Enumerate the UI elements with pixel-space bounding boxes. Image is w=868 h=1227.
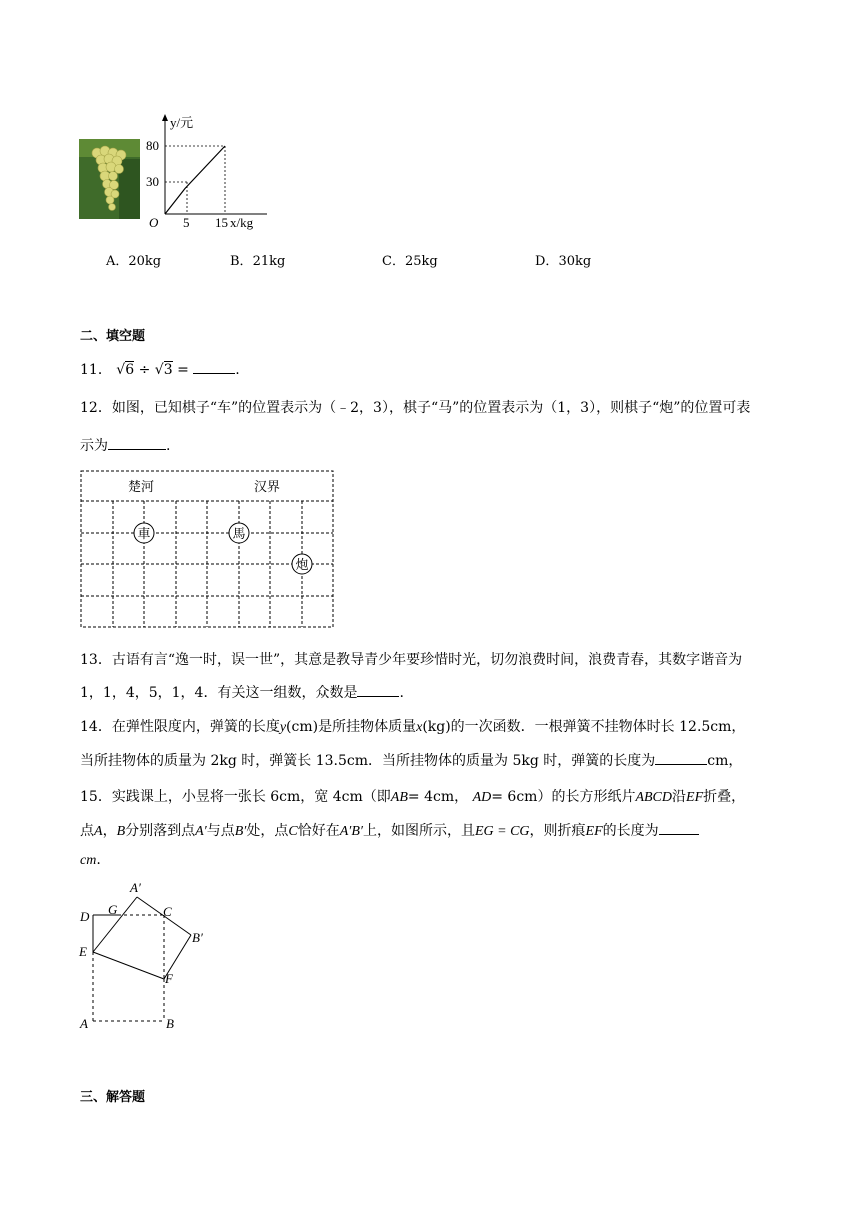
q15-b-prime: B′ <box>234 824 247 839</box>
question-15-line2 <box>80 820 699 840</box>
q13-answer-blank[interactable] <box>357 684 399 697</box>
q15-ab: AB <box>390 790 408 805</box>
option-a <box>106 250 161 269</box>
q14-answer-blank[interactable] <box>655 752 707 765</box>
q11-divide: ÷ <box>138 362 151 378</box>
option-b-letter: B． <box>230 254 253 269</box>
label-a-prime: A′ <box>130 880 141 895</box>
question-15-line1 <box>80 786 745 806</box>
q15-text-2d: 与点 <box>206 823 235 839</box>
q14-text-b: (cm)是所挂物体质量 <box>286 719 417 735</box>
q15-text-c: = 6cm）的长方形纸片 <box>491 789 636 805</box>
q11-end: . <box>235 362 240 378</box>
piece-pao-label: 炮 <box>295 557 309 572</box>
fold-figure <box>74 880 216 1035</box>
q14-text-a: 在弹性限度内，弹簧的长度 <box>111 719 280 735</box>
q15-point-b: B <box>116 824 126 839</box>
section-title-answer: 三、解答题 <box>80 1090 146 1105</box>
label-c: C <box>163 904 172 919</box>
label-d: D <box>80 909 90 924</box>
piece-pao <box>292 554 312 574</box>
q14-text-c: (kg)的一次函数．一根弹簧不挂物体时长 12.5cm， <box>422 719 746 735</box>
q12-text-line1: 如图，已知棋子“车”的位置表示为（﹣2，3），棋子“马”的位置表示为（1，3），则棋子“炮”的位置可表 <box>111 400 751 416</box>
q13-text-line2: 1，1，4，5，1，4．有关这一组数，众数是 <box>80 685 358 701</box>
y-axis-label: y/元 <box>170 115 194 130</box>
q14-number: 14． <box>80 719 112 735</box>
q15-text-e: 折叠， <box>703 789 746 805</box>
x-tick-15: 15 <box>215 215 228 230</box>
river-left-label: 楚河 <box>128 479 155 494</box>
q14-var-y: y <box>279 720 287 735</box>
q11-answer-blank[interactable] <box>193 361 235 374</box>
q15-text-2h: ，则折痕 <box>529 823 586 839</box>
sqrt-3-icon: √ <box>154 362 164 378</box>
y-tick-30: 30 <box>146 174 159 189</box>
q15-text-2b: ， <box>102 823 117 839</box>
q15-apbp: A′B′ <box>339 824 363 839</box>
q15-text-d: 沿 <box>672 789 687 805</box>
sqrt-6-icon: √ <box>116 362 126 378</box>
label-f: F <box>165 971 173 986</box>
q11-number: 11． <box>80 362 112 378</box>
label-e: E <box>79 944 87 959</box>
option-d-value: 30kg <box>558 254 592 269</box>
grape-photo <box>79 139 140 219</box>
label-a: A <box>80 1016 88 1031</box>
option-d-letter: D． <box>535 254 559 269</box>
q15-text-b: = 4cm， <box>407 789 469 805</box>
river-right-label: 汉界 <box>254 479 281 494</box>
q15-abcd: ABCD <box>635 790 673 805</box>
q15-a-prime: A′ <box>195 824 207 839</box>
price-line <box>165 146 225 214</box>
question-14-line1 <box>80 716 745 736</box>
q11-radicand-b: 3 <box>163 362 173 378</box>
option-b-value: 21kg <box>252 254 286 269</box>
y-axis-arrow <box>162 114 168 121</box>
q15-text-2a: 点 <box>80 823 94 839</box>
option-b <box>230 250 285 269</box>
q11-equals: = <box>177 362 189 378</box>
q12-text-line2: 示为 <box>80 438 108 454</box>
q13-number: 13． <box>80 652 112 668</box>
label-b: B <box>166 1016 174 1031</box>
q15-text-a: 实践课上，小昱将一张长 6cm，宽 4cm（即 <box>111 789 391 805</box>
q12-number: 12． <box>80 400 112 416</box>
piece-che <box>134 523 154 543</box>
option-c-letter: C． <box>382 254 405 269</box>
q15-text-2g: 上，如图所示，且 <box>362 823 475 839</box>
question-12-line2 <box>80 435 170 455</box>
q15-ef: EF <box>686 790 704 805</box>
q14-text-line2: 当所挂物体的质量为 2kg 时，弹簧长 13.5cm．当所挂物体的质量为 5kg 时，弹簧的长度为 <box>80 753 656 769</box>
origin-label: O <box>149 215 159 230</box>
question-15-line3 <box>80 852 101 869</box>
option-d <box>535 250 591 269</box>
option-a-value: 20kg <box>128 254 162 269</box>
q15-unit: cm <box>80 853 97 868</box>
q15-number: 15． <box>80 789 112 805</box>
option-a-letter: A． <box>106 254 129 269</box>
q15-answer-blank[interactable] <box>659 822 699 835</box>
option-c-value: 25kg <box>404 254 438 269</box>
x-axis-label: x/kg <box>230 215 254 230</box>
q13-end: . <box>399 685 404 701</box>
x-tick-5: 5 <box>183 215 190 230</box>
q15-text-2f: 恰好在 <box>297 823 340 839</box>
piece-ma-label: 馬 <box>232 526 246 541</box>
q15-eg-cg: EG = CG <box>474 824 530 839</box>
label-b-prime: B′ <box>192 930 203 945</box>
question-13-line2 <box>80 682 404 702</box>
piece-che-label: 車 <box>137 526 151 541</box>
q15-end: . <box>96 852 101 868</box>
q15-ad: AD <box>472 790 492 805</box>
option-c <box>382 250 438 269</box>
question-12-line1 <box>80 397 750 417</box>
q11-radicand-a: 6 <box>125 362 135 378</box>
question-14-line2 <box>80 750 742 770</box>
q15-point-a: A <box>94 824 103 839</box>
q14-var-x: x <box>416 720 423 735</box>
q14-end: cm， <box>707 753 743 769</box>
y-tick-80: 80 <box>146 138 159 153</box>
q15-point-c: C <box>288 824 298 839</box>
q13-text-line1: 古语有言“逸一时，误一世”，其意是教导青少年要珍惜时光，切勿浪费时间，浪费青春，其数字谐音为 <box>111 652 743 668</box>
q15-ef2: EF <box>585 824 603 839</box>
q15-text-2c: 分别落到点 <box>125 823 196 839</box>
q15-text-2i: 的长度为 <box>602 823 659 839</box>
q12-end: . <box>166 438 171 454</box>
q15-text-2e: 处，点 <box>246 823 289 839</box>
question-11 <box>80 359 240 379</box>
question-13-line1 <box>80 649 742 669</box>
price-graph <box>145 110 270 232</box>
piece-ma <box>229 523 249 543</box>
q12-answer-blank[interactable] <box>108 437 166 450</box>
section-title-fill-blank: 二、填空题 <box>80 329 146 344</box>
chess-board <box>78 468 336 630</box>
label-g: G <box>108 902 118 917</box>
